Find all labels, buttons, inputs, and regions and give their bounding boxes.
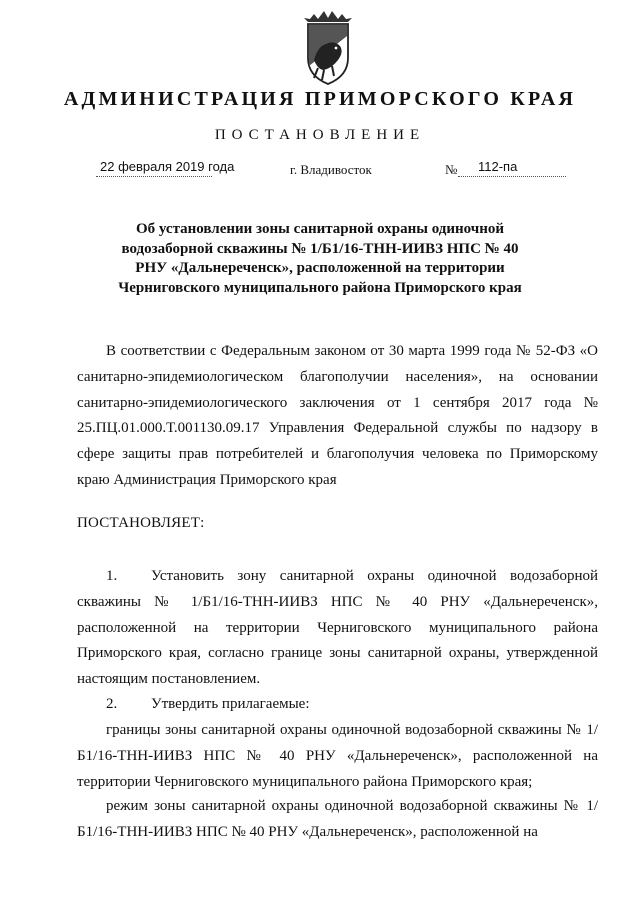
coat-of-arms-icon <box>300 8 356 88</box>
date-underline <box>96 176 212 177</box>
item-2 <box>77 692 598 718</box>
item-2-subitem-borders: границы зоны санитарной охраны одиночной водозаборной скважины № 1/Б1/16-ТНН-ИИВЗ НПС № 40 РНУ «Дальнереченск», расположенной на территории Черниговского муниципального района Приморского края; <box>77 722 598 790</box>
item-1-number: 1. <box>106 568 118 584</box>
resolves-heading: ПОСТАНОВЛЯЕТ: <box>77 515 205 531</box>
document-date: 22 февраля 2019 года <box>100 159 235 174</box>
document-subject: Об установлении зоны санитарной охраны одиночной водозаборной скважины № 1/Б1/16-ТНН-ИИВЗ НПС № 40 РНУ «Дальнереченск», расположенной на территории Черниговского муниципального района Приморского края <box>118 221 522 296</box>
number-sign: № <box>445 162 458 177</box>
item-2-text: Утвердить прилагаемые: <box>151 696 310 712</box>
number-underline <box>458 176 566 177</box>
document-type: ПОСТАНОВЛЕНИЕ <box>214 127 426 143</box>
item-1 <box>77 564 598 693</box>
organization-title: АДМИНИСТРАЦИЯ ПРИМОРСКОГО КРАЯ <box>63 88 577 110</box>
preamble-paragraph: В соответствии с Федеральным законом от 30 марта 1999 года № 52-ФЗ «О санитарно-эпидемиологическом благополучии населения», на основании санитарно-эпидемиологического заключения от 1 сентября 2017 года № 25.ПЦ.01.000.Т.001130.09.17 Управления Федеральной службы по надзору в сфере защиты прав потребителей и благополучия человека по Приморскому краю Администрация Приморского края <box>77 343 598 488</box>
item-2-subitem-regime: режим зоны санитарной охраны одиночной водозаборной скважины № 1/Б1/16-ТНН-ИИВЗ НПС № 40 РНУ «Дальнереченск», расположенной на <box>77 798 598 840</box>
item-2-number: 2. <box>106 696 118 712</box>
document-number: 112-па <box>478 159 518 174</box>
document-city: г. Владивосток <box>290 162 372 177</box>
item-1-text: Установить зону санитарной охраны одиночной водозаборной скважины № 1/Б1/16-ТНН-ИИВЗ НПС № 40 РНУ «Дальнереченск», расположенной на территории Черниговского муниципального района Приморского края, согласно границе зоны санитарной охраны, утвержденной настоящим постановлением. <box>77 568 598 688</box>
